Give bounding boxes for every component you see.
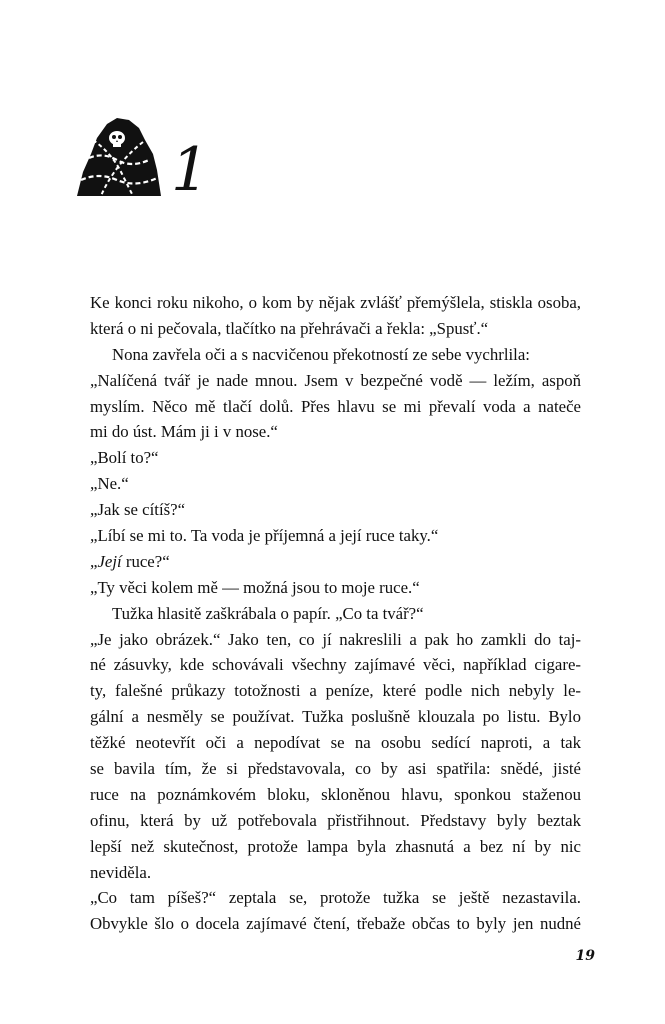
text-line: „Co tam píšeš?“ zeptala se, protože tužka se ještě nezastavila. — [90, 888, 581, 908]
text-line: Tužka hlasitě zaškrábala o papír. „Co ta tvář?“ — [112, 603, 424, 623]
chapter-heading — [73, 114, 210, 205]
text-line: myslím. Něco mě tlačí dolů. Přes hlavu se mi převalí voda a nateče — [90, 396, 581, 416]
text-line: „Je jako obrázek.“ Jako ten, co jí nakreslili a pak ho zamkli do taj- — [90, 629, 581, 649]
text-line: lepší než skutečnost, protože lampa byla zhasnutá a bez ní by nic — [90, 836, 581, 856]
page-number: 19 — [575, 948, 595, 964]
emphasized-word: Její — [97, 551, 122, 571]
text-line: ofinu, která by už potřebovala přistřihnout. Představy byly beztak — [90, 810, 581, 830]
text-line: těžké neotevřít oči a nepodívat se na osobu sedící naproti, a tak — [90, 733, 581, 753]
skull-chained-rock-icon — [73, 114, 163, 198]
text-line: Ke konci roku nikoho, o kom by nějak zvlášť přemýšlela, stiskla osoba, — [90, 293, 581, 312]
text-line: „Ty věci kolem mě — možná jsou to moje ruce.“ — [90, 577, 420, 597]
text-line: neviděla. — [90, 862, 152, 882]
text-line: gální a nesměly se používat. Tužka poslušně klouzala po listu. Bylo — [90, 707, 581, 727]
body-text — [90, 290, 581, 937]
text-line: Nona zavřela oči a s nacvičenou překotností ze sebe vychrlila: — [112, 344, 530, 364]
text-line: se bavila tím, že si představovala, co by asi spatřila: snědé, jisté — [90, 759, 581, 779]
text-line: „Ne.“ — [90, 474, 129, 494]
text-line: „Nalíčená tvář je nade mnou. Jsem v bezpečné vodě — ležím, aspoň — [90, 370, 581, 390]
text-line: která o ni pečovala, tlačítko na přehrávači a řekla: „Spusť.“ — [90, 318, 489, 338]
text-line: „Jak se cítíš?“ — [90, 500, 186, 520]
text-line: mi do úst. Mám ji i v nose.“ — [90, 422, 278, 442]
text-line: ruce na poznámkovém bloku, skloněnou hlavu, sponkou staženou — [90, 784, 581, 804]
chapter-number: 1 — [171, 135, 210, 205]
text-line: „Bolí to?“ — [90, 448, 159, 468]
text-line: „Její ruce?“ — [90, 551, 170, 571]
text-line: né zásuvky, kde schovávali všechny zajímavé věci, například cigare- — [90, 655, 581, 675]
text-line: ty, falešné průkazy totožnosti a peníze, které podle nich nebyly le- — [90, 681, 581, 701]
text-line: „Líbí se mi to. Ta voda je příjemná a její ruce taky.“ — [90, 526, 439, 546]
text-line: Obvykle šlo o docela zajímavé čtení, třebaže občas to byly jen nudné — [90, 914, 581, 934]
